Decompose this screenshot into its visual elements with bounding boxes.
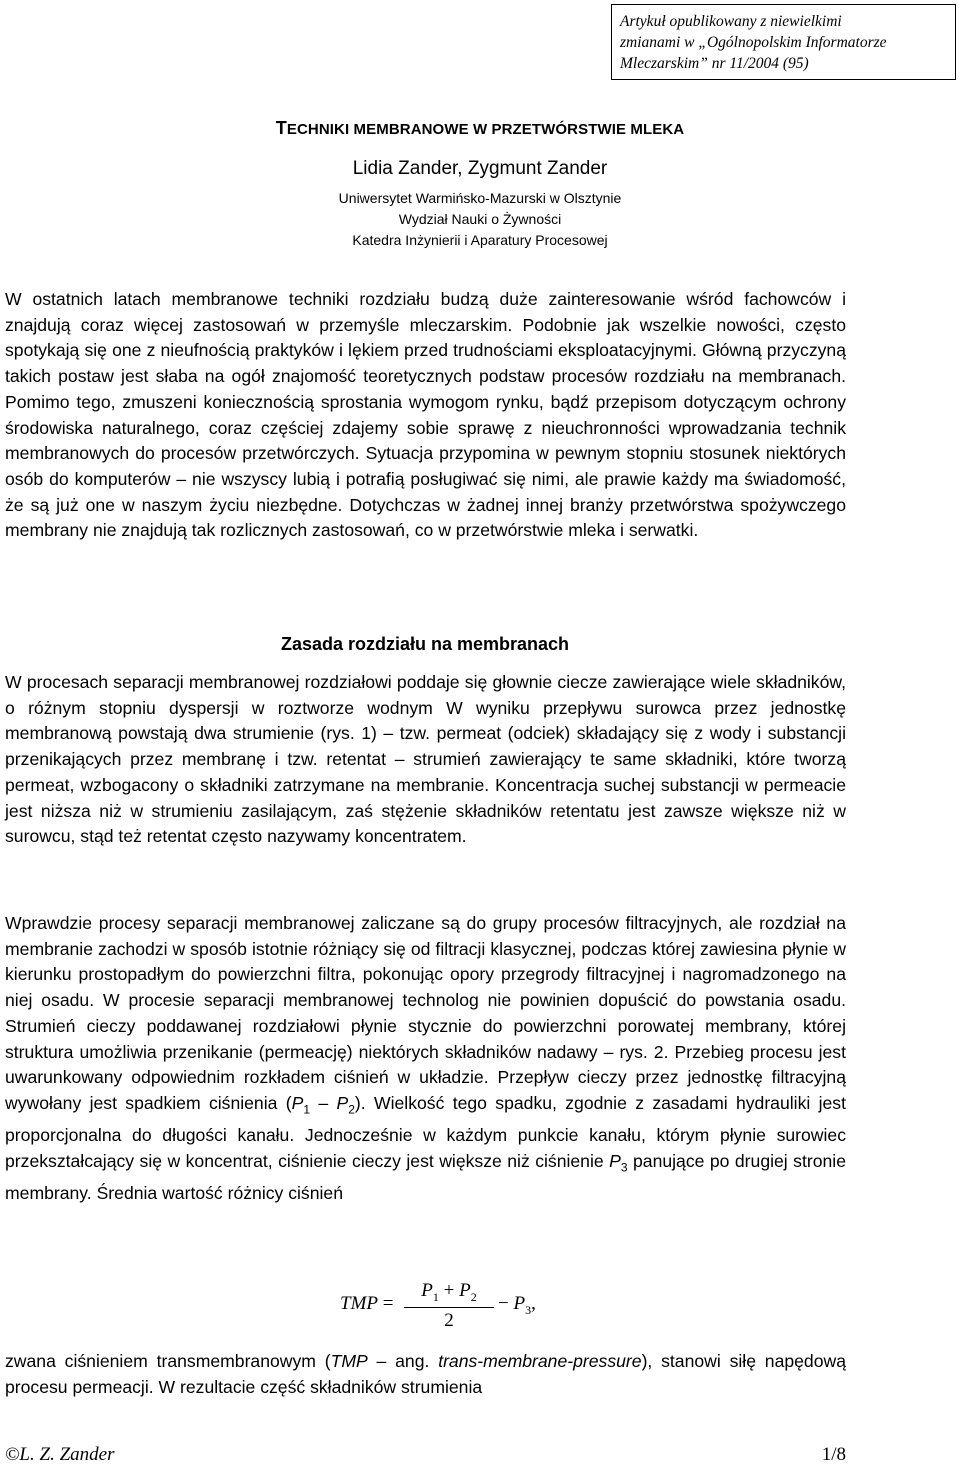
tmp-formula <box>340 1280 600 1360</box>
notice-line-2: zmianami w „Ogólnopolskim Informatorze <box>620 34 887 51</box>
p2-symbol: P <box>336 1092 349 1113</box>
p3-symbol: P <box>609 1150 621 1171</box>
section-paragraph-2 <box>5 911 846 1207</box>
formula-tmp: TMP <box>340 1293 378 1314</box>
formula-p2: P <box>459 1280 471 1301</box>
dash: – <box>310 1092 337 1113</box>
closing-english-term: trans-membrane-pressure <box>438 1351 642 1371</box>
formula-p3-sub: 3 <box>525 1302 532 1317</box>
authors: Lidia Zander, Zygmunt Zander <box>352 158 608 179</box>
p1-subscript: 1 <box>303 1102 311 1117</box>
section-paragraph-1: W procesach separacji membranowej rozdziałowi poddaje się głownie ciecze zawierające wiele składników, o różnym stopniu dyspersji w roztworze wodnym W wyniku przepływu surowca przez jednostkę membranową powstają dwa strumienie (rys. 1) – tzw. permeat (odciek) składający się z wody i substancji przenikających przez membranę i tzw. retentat – strumień zawierający te same składniki, które tworzą permeat, wzbogacony o składniki zatrzymane na membranie. Koncentracja suchej substancji w permeacie jest niższa niż w strumieniu zasilającym, zaś stężenie składników retentatu jest zawsze większe niż w surowcu, stąd też retentat często nazywamy koncentratem. <box>5 672 846 847</box>
formula-p2-sub: 2 <box>470 1289 477 1304</box>
closing-tmp: TMP <box>330 1351 368 1371</box>
formula-denominator: 2 <box>444 1310 454 1331</box>
notice-line-1: Artykuł opublikowany z niewielkimi <box>620 13 842 30</box>
paragraph-2-text-b: ). Wielkość tego spadku, zgodnie z zasadami hydrauliki jest proporcjonalna do długości kanału. Jednocześnie w każdym punkcie kanału, którym płynie surowiec przekształcający się w koncentrat, ciśnienie cieczy jest większe niż ciśnienie <box>5 1092 846 1171</box>
affiliation-university: Uniwersytet Warmińsko-Mazurski w Olsztynie <box>338 190 622 206</box>
affiliation-faculty: Wydział Nauki o Żywności <box>398 211 562 227</box>
closing-text-c: ), stanowi siłę napędową procesu permeacji. W rezultacie część składników strumienia <box>5 1351 846 1397</box>
p2-subscript: 2 <box>348 1102 355 1117</box>
closing-text-b: – ang. <box>367 1351 439 1371</box>
formula-p1: P <box>421 1280 433 1301</box>
formula-lhs <box>340 1293 393 1315</box>
formula-p1-sub: 1 <box>432 1289 439 1304</box>
p1-symbol: P <box>291 1092 304 1113</box>
footer-page-number: 1/8 <box>821 1444 846 1465</box>
formula-p3: P <box>513 1293 526 1314</box>
notice-line-3: Mleczarskim” nr 11/2004 (95) <box>620 55 809 72</box>
fraction-bar <box>404 1307 494 1308</box>
article-title <box>0 118 960 139</box>
title-first-letter: T <box>275 118 287 138</box>
closing-text-a: zwana ciśnieniem transmembranowym ( <box>5 1351 331 1371</box>
formula-numerator <box>402 1280 496 1305</box>
intro-paragraph: W ostatnich latach membranowe techniki rozdziału budzą duże zainteresowanie wśród fachowców i znajdują coraz więcej zastosowań w przemyśle mleczarskim. Podobnie jak wszelkie nowości, często spotykają się one z nieufnością praktyków i lękiem przed trudnościami eksploatacyjnymi. Główną przyczyną takich postaw jest słaba na ogół znajomość teoretycznych podstaw procesów rozdziału na membranach. Pomimo tego, zmuszeni koniecznością sprostania wymogom rynku, bądź przepisom dotyczącym ochrony środowiska naturalnego, coraz częściej zdajemy sobie sprawę z nieuchronności wprowadzania technik membranowych do procesów przetwórczych. Sytuacja przypomina w pewnym stopniu stosunek niektórych osób do komputerów – nie wszyscy lubią i potrafią posługiwać się nimi, ale prawie każdy ma świadomość, że są już one w naszym życiu niezbędne. Dotychczas w żadnej innej branży przetwórstwa spożywczego membrany nie znajdują tak rozlicznych zastosowań, co w przetwórstwie mleka i serwatki. <box>5 289 846 541</box>
footer-copyright: ©L. Z. Zander <box>5 1444 115 1465</box>
formula-equals: = <box>378 1293 394 1314</box>
formula-rhs <box>498 1293 536 1318</box>
formula-comma: , <box>531 1293 536 1314</box>
paragraph-2-text-a: Wprawdzie procesy separacji membranowej zaliczane są do grupy procesów filtracyjnych, ale rozdział na membranie zachodzi w sposób istotnie różniący się od filtracji klasycznej, podczas której zawiesina płynie w kierunku prostopadłym do powierzchni filtra, pokonując opory przegrody filtracyjnej i nagromadzonego na niej osadu. W procesie separacji membranowej technolog nie powinien dopuścić do powstania osadu. Strumień cieczy poddawanej rozdziałowi płynie stycznie do powierzchni porowatej membrany, której struktura umożliwia przenikanie (permeację) niektórych składników nadawy – rys. 2. Przebieg procesu jest uwarunkowany odpowiednim rozkładem ciśnień w układzie. Przepływ cieczy przez jednostkę filtracyjną wywołany jest spadkiem ciśnienia ( <box>5 913 846 1113</box>
publication-notice <box>611 4 956 80</box>
affiliation-department: Katedra Inżynierii i Aparatury Procesowej <box>352 232 608 248</box>
formula-minus: − <box>498 1293 514 1314</box>
title-rest: ECHNIKI MEMBRANOWE W PRZETWÓRSTWIE MLEKA <box>286 121 685 138</box>
formula-plus: + <box>438 1280 460 1301</box>
paragraph-2-text-c: panujące po drugiej stronie membrany. Średnia wartość różnicy ciśnień <box>5 1150 846 1204</box>
section-heading: Zasada rozdziału na membranach <box>280 634 570 654</box>
closing-paragraph <box>5 1349 846 1400</box>
p3-subscript: 3 <box>620 1160 628 1175</box>
